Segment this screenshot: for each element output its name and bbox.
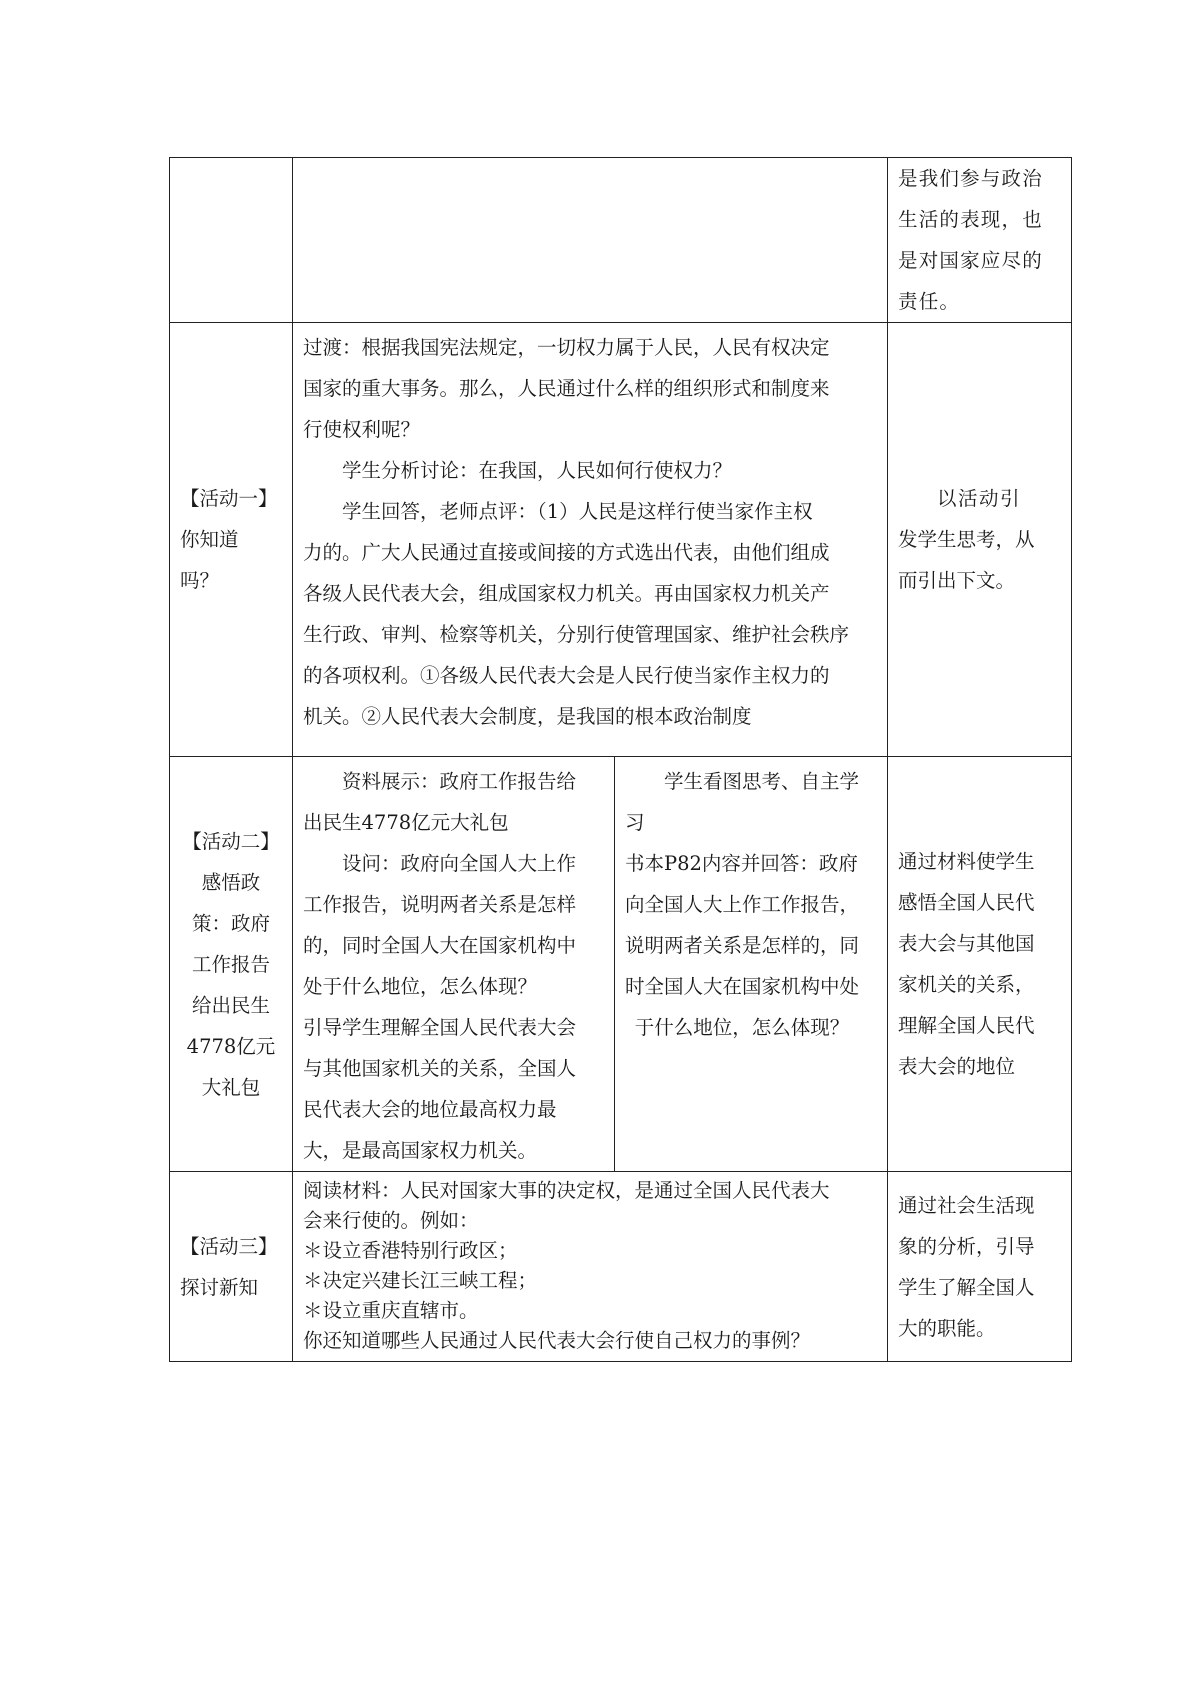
note-cell xyxy=(888,158,1072,323)
student-line: 时全国人大在国家机构中处 xyxy=(625,975,860,998)
teacher-line: 资料展示：政府工作报告给 xyxy=(342,770,577,793)
note-line: 发学生思考，从 xyxy=(898,528,1035,551)
content-line: 会来行使的。例如： xyxy=(303,1209,479,1232)
note-line: 表大会的地位 xyxy=(898,1055,1016,1078)
table-row xyxy=(170,323,1072,757)
content-line: 国家的重大事务。那么，人民通过什么样的组织形式和制度来 xyxy=(303,377,830,400)
activity-line: 感悟政 xyxy=(201,870,261,894)
activity-cell xyxy=(170,1172,293,1362)
student-line: 学生看图思考、自主学习 xyxy=(625,770,860,834)
activity-line: 探讨新知 xyxy=(180,1275,259,1299)
content-line: ＊设立重庆直辖市。 xyxy=(303,1299,479,1322)
teacher-line: 出民生4778亿元大礼包 xyxy=(303,811,509,834)
table-row xyxy=(170,757,1072,1172)
content-cell xyxy=(293,323,888,757)
content-line: 学生分析讨论：在我国，人民如何行使权力？ xyxy=(342,459,733,482)
student-line: 书本P82内容并回答：政府 xyxy=(625,852,858,875)
student-activity-cell xyxy=(615,757,888,1172)
content-cell xyxy=(293,1172,888,1362)
note-line: 而引出下文。 xyxy=(898,569,1016,592)
teacher-activity-cell xyxy=(293,757,615,1172)
content-line: 过渡：根据我国宪法规定，一切权力属于人民，人民有权决定 xyxy=(303,336,830,359)
content-line: 力的。广大人民通过直接或间接的方式选出代表，由他们组成 xyxy=(303,541,830,564)
activity-title: 【活动二】 xyxy=(182,829,280,853)
student-line: 于什么地位，怎么体现？ xyxy=(634,1016,850,1039)
note-line: 通过材料使学生 xyxy=(898,850,1035,873)
activity-line: 给出民生 xyxy=(191,993,270,1017)
content-line: ＊设立香港特别行政区； xyxy=(303,1239,518,1262)
note-line: 大的职能。 xyxy=(898,1316,996,1340)
activity-title: 【活动一】 xyxy=(180,487,278,510)
table-row xyxy=(170,158,1072,323)
note-line: 象的分析，引导 xyxy=(898,1234,1035,1258)
note-cell xyxy=(888,1172,1072,1362)
content-line: 你还知道哪些人民通过人民代表大会行使自己权力的事例？ xyxy=(303,1329,811,1352)
content-line: 生行政、审判、检察等机关，分别行使管理国家、维护社会秩序 xyxy=(303,623,850,646)
activity-cell xyxy=(170,757,293,1172)
content-line: 阅读材料：人民对国家大事的决定权，是通过全国人民代表大 xyxy=(303,1179,830,1202)
teacher-line: 与其他国家机关的关系，全国人 xyxy=(303,1057,577,1080)
content-line: 行使权利呢？ xyxy=(303,418,421,441)
lesson-plan-table xyxy=(169,157,1072,1362)
note-line: 学生了解全国人 xyxy=(898,1275,1035,1299)
content-line: 机关。②人民代表大会制度，是我国的根本政治制度 xyxy=(303,705,752,728)
student-line: 说明两者关系是怎样的，同 xyxy=(625,934,860,957)
teacher-line: 设问：政府向全国人大上作 xyxy=(342,852,577,875)
table-row xyxy=(170,1172,1072,1362)
note-line: 是我们参与政治 xyxy=(898,167,1043,190)
activity-line: 你知道 xyxy=(180,528,239,551)
activity-line: 策：政府 xyxy=(191,911,270,935)
activity-line: 吗？ xyxy=(180,569,220,592)
content-line: 各级人民代表大会，组成国家权力机关。再由国家权力机关产 xyxy=(303,582,830,605)
activity-cell-empty xyxy=(170,158,293,323)
content-line: ＊决定兴建长江三峡工程； xyxy=(303,1269,538,1292)
teacher-line: 的，同时全国人大在国家机构中 xyxy=(303,934,577,957)
teacher-line: 处于什么地位，怎么体现？ xyxy=(303,975,538,998)
content-cell-empty xyxy=(293,158,888,323)
note-line: 家机关的关系， xyxy=(898,973,1035,996)
teacher-line: 工作报告，说明两者关系是怎样 xyxy=(303,893,577,916)
note-line: 通过社会生活现 xyxy=(898,1193,1035,1217)
activity-cell xyxy=(170,323,293,757)
teacher-line: 民代表大会的地位最高权力最 xyxy=(303,1098,557,1121)
note-line: 理解全国人民代 xyxy=(898,1014,1035,1037)
note-line: 表大会与其他国 xyxy=(898,932,1035,955)
note-cell xyxy=(888,757,1072,1172)
note-line: 责任。 xyxy=(898,290,961,313)
note-line: 生活的表现，也 xyxy=(898,208,1043,231)
note-line: 以活动引 xyxy=(937,487,1022,510)
note-line: 感悟全国人民代 xyxy=(898,891,1035,914)
note-line: 是对国家应尽的 xyxy=(898,249,1043,272)
content-line: 的各项权利。①各级人民代表大会是人民行使当家作主权力的 xyxy=(303,664,830,687)
teacher-line: 大，是最高国家权力机关。 xyxy=(303,1139,538,1162)
activity-title: 【活动三】 xyxy=(180,1234,278,1258)
student-line: 向全国人大上作工作报告， xyxy=(625,893,860,916)
note-cell xyxy=(888,323,1072,757)
activity-line: 4778亿元 xyxy=(186,1034,276,1058)
activity-line: 工作报告 xyxy=(191,952,270,976)
content-line: 学生回答，老师点评：（1）人民是这样行使当家作主权 xyxy=(342,500,813,523)
activity-line: 大礼包 xyxy=(201,1075,261,1099)
teacher-line: 引导学生理解全国人民代表大会 xyxy=(303,1016,577,1039)
